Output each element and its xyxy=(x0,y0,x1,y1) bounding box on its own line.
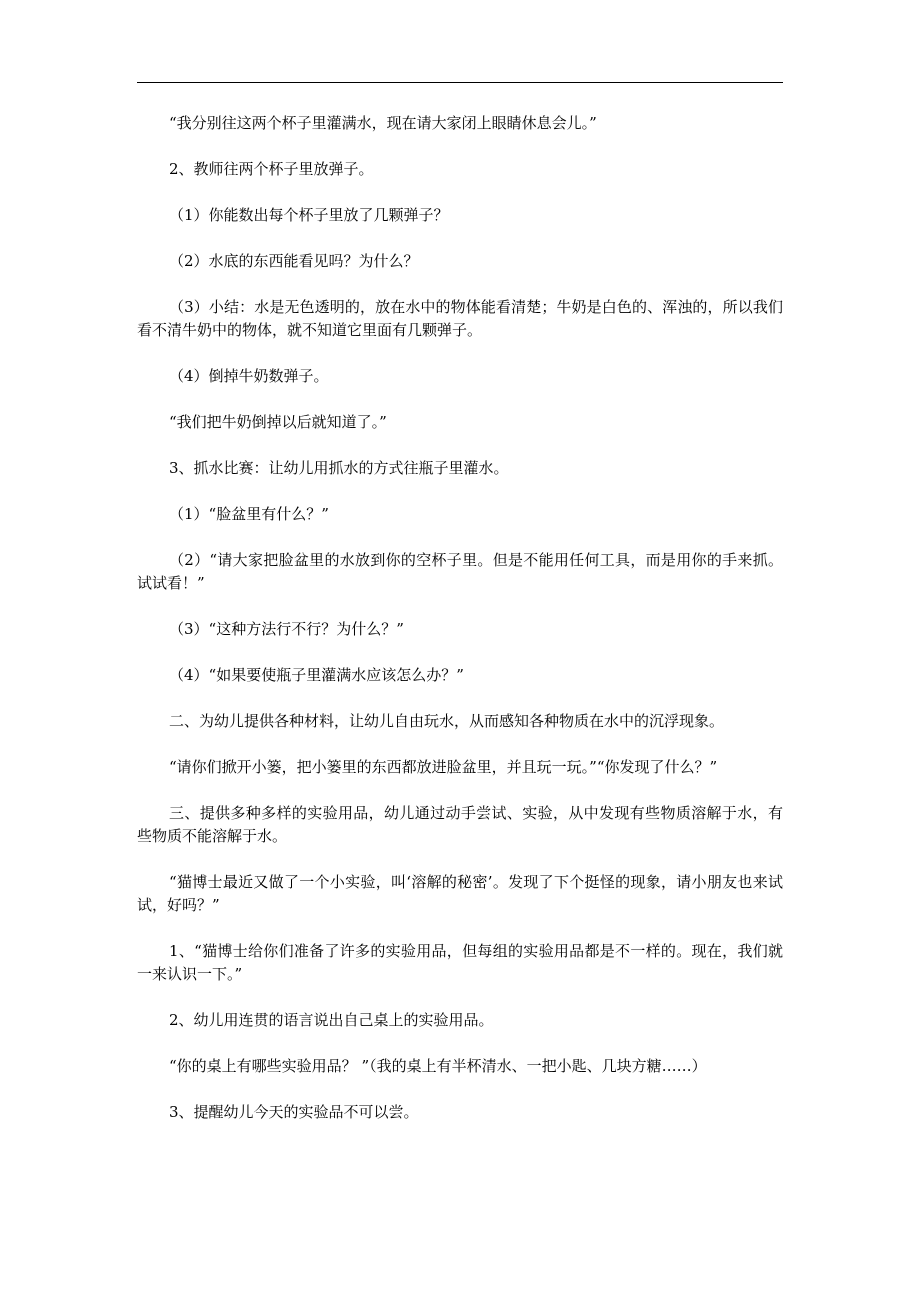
paragraph: （4）倒掉牛奶数弹子。 xyxy=(169,367,329,385)
header-rule xyxy=(137,82,783,83)
paragraph: 2、幼儿用连贯的语言说出自己桌上的实验用品。 xyxy=(169,1011,494,1029)
paragraph: 3、提醒幼儿今天的实验品不可以尝。 xyxy=(169,1103,419,1121)
paragraph: 3、抓水比赛：让幼儿用抓水的方式往瓶子里灌水。 xyxy=(169,459,509,477)
paragraph: （2）水底的东西能看见吗？为什么？ xyxy=(169,252,419,270)
paragraph: “猫博士最近又做了一个小实验，叫‘溶解的秘密’。发现了下个挺怪的现象，请小朋友也来试试，好吗？” xyxy=(137,873,783,914)
paragraph: “你的桌上有哪些实验用品？ ”（我的桌上有半杯清水、一把小匙、几块方糖……） xyxy=(169,1057,707,1075)
paragraph: （3）小结：水是无色透明的，放在水中的物体能看清楚；牛奶是白色的、浑浊的，所以我们看不清牛奶中的物体，就不知道它里面有几颗弹子。 xyxy=(137,298,783,339)
document-body xyxy=(137,112,783,1147)
paragraph: （2）“请大家把脸盆里的水放到你的空杯子里。但是不能用任何工具，而是用你的手来抓。试试看！” xyxy=(137,551,783,592)
paragraph: 二、为幼儿提供各种材料，让幼儿自由玩水，从而感知各种物质在水中的沉浮现象。 xyxy=(169,712,725,730)
paragraph: 1、“猫博士给你们准备了许多的实验用品，但每组的实验用品都是不一样的。现在，我们就一来认识一下。” xyxy=(137,942,783,983)
paragraph: （1）“脸盆里有什么？” xyxy=(169,505,329,523)
paragraph: （4）“如果要使瓶子里灌满水应该怎么办？” xyxy=(169,666,464,684)
paragraph: （1）你能数出每个杯子里放了几颗弹子？ xyxy=(169,206,449,224)
paragraph: “我们把牛奶倒掉以后就知道了。” xyxy=(169,413,387,431)
paragraph: “请你们掀开小篓，把小篓里的东西都放进脸盆里，并且玩一玩。”“你发现了什么？” xyxy=(169,758,718,776)
paragraph: “我分别往这两个杯子里灌满水，现在请大家闭上眼睛休息会儿。” xyxy=(169,114,597,132)
paragraph: 三、提供多种多样的实验用品，幼儿通过动手尝试、实验，从中发现有些物质溶解于水，有些物质不能溶解于水。 xyxy=(137,804,783,845)
paragraph: 2、教师往两个杯子里放弹子。 xyxy=(169,160,374,178)
paragraph: （3）“这种方法行不行？为什么？” xyxy=(169,620,404,638)
